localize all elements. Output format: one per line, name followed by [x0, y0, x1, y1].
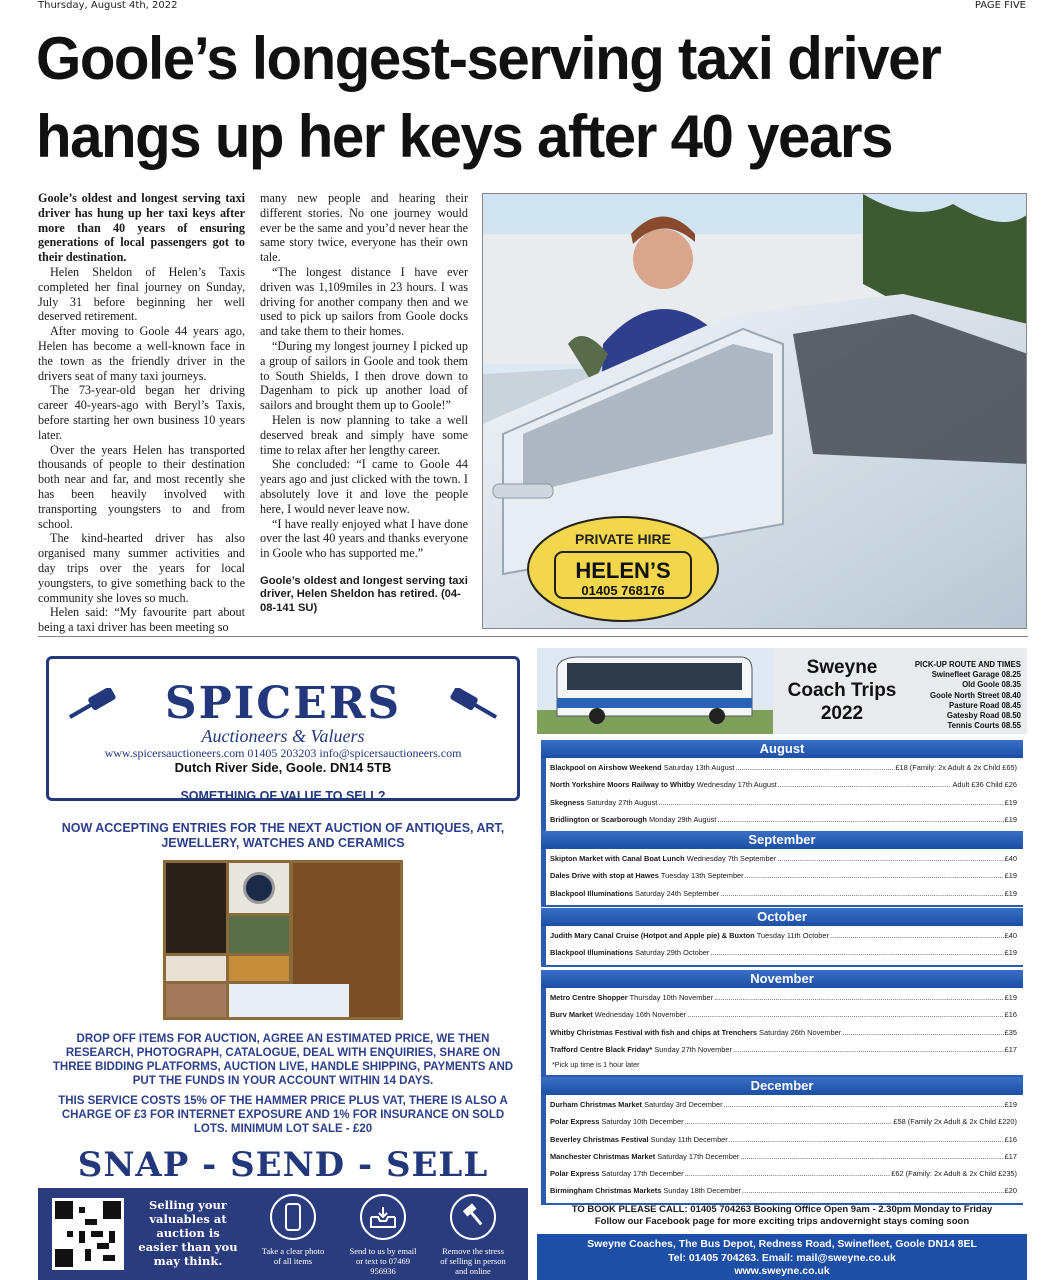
article-paragraph: “During my longest journey I picked up a group of sailors in Goole and took them to South Shields, I then drove down to Dagenham to pick up another load of sailors and brought them up to Goole!”	[260, 338, 468, 413]
trip-name: North Yorkshire Moors Railway to Whitby	[550, 780, 695, 790]
trip-row	[550, 927, 1017, 944]
pickup-stop: Pasture Road 08.45	[949, 700, 1021, 710]
article-lead: Goole’s oldest and longest serving taxi driver has hung up her taxi keys after more than 40 years of ensuring generations of local passengers got to their destination.	[38, 191, 245, 265]
trip-name: Durham Christmas Market	[550, 1100, 643, 1109]
trip-note: *Pick up time is 1 hour later	[552, 1060, 640, 1070]
pickup-title: PICK-UP ROUTE AND TIMES	[914, 660, 1021, 669]
sign-private-hire: PRIVATE HIRE	[575, 531, 671, 547]
trip-price: £58 (Family 2x Adult & 2x Child £220)	[893, 1117, 1017, 1127]
trip-date: Wednesday 7th September	[686, 854, 777, 863]
pickup-stop: Gatesby Road 08.50	[946, 711, 1021, 721]
step-send-label: Send to us by email or text to 07469 956936	[349, 1246, 417, 1276]
trip-list	[541, 926, 1023, 967]
sweyne-header	[537, 648, 1027, 734]
trip-price: £20	[1004, 1186, 1017, 1196]
sweyne-title	[773, 656, 911, 725]
trip-name: Skipton Market with Canal Boat Lunch	[550, 854, 685, 863]
trip-name: Dales Drive with stop at Hawes	[550, 871, 659, 881]
trip-row	[550, 811, 1017, 828]
month-title: December	[541, 1077, 1023, 1095]
month-october	[541, 908, 1023, 967]
trip-date: Saturday 26th November	[759, 1027, 842, 1037]
trip-leader	[729, 1131, 1004, 1148]
trip-price: £19	[1004, 993, 1017, 1002]
booking-info	[537, 1204, 1027, 1228]
trip-leader	[733, 1041, 1004, 1058]
month-title: August	[541, 740, 1023, 758]
trip-row	[550, 1041, 1017, 1058]
sign-name: HELEN’S	[575, 558, 671, 583]
trip-date: Tuesday 11th October	[756, 931, 829, 940]
issue-date: Thursday, August 4th, 2022	[38, 0, 178, 11]
sweyne-footer	[537, 1234, 1027, 1280]
trip-date: Sunday 11th December	[650, 1134, 728, 1144]
trip-list	[541, 1095, 1023, 1205]
trip-price: £19	[1004, 814, 1017, 824]
trip-price: £19	[1004, 1100, 1017, 1109]
trip-date: Sunday 27th November	[654, 1044, 732, 1054]
section-divider	[38, 636, 1028, 637]
article-paragraph: many new people and hearing their different stories. No one journey would ever be the same and you’d never hear the same story twice, everyone has their own tale.	[260, 191, 468, 265]
trip-name: Manchester Christmas Market	[550, 1151, 656, 1161]
page-number: PAGE FIVE	[974, 0, 1026, 11]
gavel-icon	[450, 1194, 496, 1240]
spicers-slogan: SNAP - SEND - SELL	[77, 1145, 489, 1185]
qr-code	[52, 1198, 124, 1270]
caption-ref: (04-08-141 SU)	[260, 588, 461, 614]
trip-leader	[685, 1165, 891, 1182]
trip-date: Saturday 17th December	[657, 1151, 740, 1161]
trip-name: Blackpool Illuminations	[550, 888, 633, 898]
trip-leader	[724, 1096, 1004, 1113]
trip-name: Polar Express	[550, 1169, 600, 1179]
pickup-stop: Tennis Courts 08.55	[947, 721, 1021, 731]
trip-leader	[717, 811, 1003, 828]
step-send	[348, 1194, 418, 1276]
trip-price: £35	[1004, 1027, 1017, 1037]
trip-price: £17	[1004, 1044, 1017, 1054]
sweyne-address: Sweyne Coaches, The Bus Depot, Redness Road, Swinefleet, Goole DN14 8EL	[587, 1238, 977, 1250]
headline	[36, 20, 1001, 176]
trip-price: £40	[1004, 854, 1017, 863]
trip-row	[550, 850, 1017, 867]
article-paragraph: “I have really enjoyed what I have done over the last 40 years and thanks everyone in Goole who has supported me.”	[260, 516, 468, 561]
month-december	[541, 1077, 1023, 1205]
step-photo-label: Take a clear photo of all items	[261, 1246, 325, 1266]
trip-date: Wednesday 17th August	[696, 780, 777, 790]
trip-price: £18 (Family: 2x Adult & 2x Child £65)	[895, 763, 1017, 772]
article-column-1	[38, 191, 245, 635]
sweyne-website: www.sweyne.co.uk	[734, 1265, 830, 1277]
trip-date: Monday 29th August	[648, 814, 717, 824]
trip-name: Whitby Christmas Festival with fish and chips at Trenchers	[550, 1027, 757, 1037]
trip-leader	[710, 944, 1003, 961]
trip-row	[550, 989, 1017, 1006]
month-title: October	[541, 908, 1023, 926]
headline-line-1: Goole’s longest-serving taxi driver	[36, 25, 941, 92]
article-paragraph: The kind-hearted driver has also organised many summer activities and day trips over the years for local youngsters, to give something back to the community she loves so much.	[38, 531, 245, 605]
article-photo	[482, 193, 1027, 629]
trip-date: Wednesday 16th November	[594, 1010, 687, 1020]
trip-leader	[720, 885, 1003, 902]
month-title: September	[541, 831, 1023, 849]
article-paragraph: Helen Sheldon of Helen’s Taxis completed her final journey on Sunday, July 31 before beginning her well deserved retirement.	[38, 264, 245, 324]
sweyne-title-line-3: 2022	[820, 703, 864, 724]
spicers-question: SOMETHING OF VALUE TO SELL?	[180, 789, 386, 803]
trip-row	[550, 867, 1017, 884]
trip-leader	[685, 1113, 893, 1130]
spicers-footer-text: Selling your valuables at auction is easier than you may think.	[138, 1198, 238, 1268]
step-sell-label: Remove the stress of selling in person and online	[440, 1246, 506, 1276]
trip-name: Bridlington or Scarborough	[550, 814, 647, 824]
trip-price: £40	[1004, 931, 1017, 940]
booking-facebook: Follow our Facebook page for more exciting trips andovernight stays coming soon	[594, 1216, 970, 1227]
trip-row	[550, 885, 1017, 902]
spicers-contact: www.spicersauctioneers.com 01405 203203 info@spicersauctioneers.com	[104, 746, 462, 760]
trip-leader	[777, 850, 1003, 867]
phone-icon	[270, 1194, 316, 1240]
article-paragraph: “The longest distance I have ever driven was 1,109miles in 23 hours. I was driving for another company then and we used to pick up sailors from Goole docks and take them to their homes.	[260, 264, 468, 339]
trip-price: £17	[1004, 1151, 1017, 1161]
trip-date: Sunday 18th December	[663, 1186, 742, 1196]
spicers-logo-text: SPICERS	[164, 678, 402, 729]
trip-name: Trafford Centre Black Friday*	[550, 1044, 653, 1054]
article-column-2	[260, 191, 468, 615]
trip-date: Thursday 10th November	[629, 993, 714, 1002]
trip-date: Saturday 3rd December	[644, 1100, 723, 1109]
article-paragraph: After moving to Goole 44 years ago, Helen has become a well-known face in the town as the friendly driver in the drivers seat of many taxi journeys.	[38, 324, 245, 383]
trip-row	[550, 1165, 1017, 1182]
spicers-footer	[38, 1188, 528, 1280]
trip-leader	[778, 776, 952, 793]
trip-date: Saturday 10th December	[601, 1117, 684, 1127]
spicers-process: DROP OFF ITEMS FOR AUCTION, AGREE AN ESTIMATED PRICE, WE THEN RESEARCH, PHOTOGRAPH, CATALOGUE, DEAL WITH ENQUIRIES, SHARE ON THREE BIDDING PLATFORMS, AUCTION LIVE, HANDLE SHIPPING, PAYMENTS AND PUT THE FUNDS IN YOUR ACCOUNT WITHIN 14 DAYS.	[52, 1033, 514, 1087]
trip-price: Adult £36 Child £26	[952, 780, 1017, 790]
trip-price: £16	[1004, 1010, 1017, 1020]
trip-price: £16	[1004, 1134, 1017, 1144]
trip-name: Judith Mary Canal Cruise (Hotpot and Apple pie) & Buxton	[550, 931, 755, 940]
trip-leader	[742, 1182, 1004, 1199]
trip-price: £19	[1004, 888, 1017, 898]
trip-name: Beverley Christmas Festival	[550, 1134, 649, 1144]
trip-name: Burv Market	[550, 1010, 593, 1020]
trip-row	[550, 1113, 1017, 1130]
trip-row	[550, 759, 1017, 776]
trip-leader	[735, 759, 894, 776]
trip-name: Birmingham Christmas Markets	[550, 1186, 662, 1196]
trip-price: £19	[1004, 797, 1017, 807]
trip-list	[541, 758, 1023, 833]
spicers-address: Dutch River Side, Goole. DN14 5TB	[174, 760, 392, 775]
trip-row	[550, 1148, 1017, 1165]
article-paragraph: Helen said: “My favourite part about being a taxi driver has been meeting so	[38, 605, 245, 635]
trip-name: Blackpool on Airshow Weekend	[550, 763, 662, 772]
trip-leader	[687, 1006, 1003, 1023]
pickup-stop: Old Goole 08.35	[962, 680, 1021, 690]
article-paragraph: She concluded: “I came to Goole 44 years ago and just clicked with the town. I absolutely love it and love the people here, I would never leave now.	[260, 457, 468, 516]
trip-row	[550, 944, 1017, 961]
trip-leader	[830, 927, 1004, 944]
trip-row	[550, 1006, 1017, 1023]
trip-row	[550, 1131, 1017, 1148]
month-september	[541, 831, 1023, 907]
step-sell	[438, 1194, 508, 1276]
trip-leader	[745, 867, 1004, 884]
month-november	[541, 970, 1023, 1077]
sweyne-contact: Tel: 01405 704263. Email: mail@sweyne.co.uk	[668, 1251, 896, 1264]
trip-leader	[714, 989, 1004, 1006]
pickup-list	[907, 660, 1021, 731]
headline-line-2: hangs up her keys after 40 years	[36, 103, 892, 170]
trip-name: Polar Express	[550, 1117, 600, 1127]
trip-name: Metro Centre Shopper	[550, 993, 628, 1002]
trip-date: Saturday 29th October	[635, 948, 710, 958]
coach-image	[537, 648, 773, 734]
trip-row	[550, 776, 1017, 793]
pickup-stop: Swinefleet Garage 08.25	[931, 670, 1021, 680]
trip-row	[550, 794, 1017, 811]
step-photo	[258, 1194, 328, 1266]
spicers-accepting: NOW ACCEPTING ENTRIES FOR THE NEXT AUCTION OF ANTIQUES, ART, JEWELLERY, WATCHES AND CERAMICS	[61, 821, 505, 850]
trip-date: Saturday 27th August	[586, 797, 658, 807]
trip-price: £19	[1004, 871, 1017, 881]
trip-price: £19	[1004, 948, 1017, 958]
antiques-collage	[163, 860, 403, 1020]
spicers-fees: THIS SERVICE COSTS 15% OF THE HAMMER PRICE PLUS VAT, THERE IS ALSO A CHARGE OF £3 FOR INTERNET EXPOSURE AND 1% FOR INSURANCE ON SOLD LOTS. MINIMUM LOT SALE - £20	[58, 1095, 508, 1135]
article-paragraph: Helen is now planning to take a well deserved break and simply have some time to relax after her lengthy career.	[260, 412, 468, 457]
trip-list	[541, 849, 1023, 907]
booking-phone: TO BOOK PLEASE CALL: 01405 704263 Booking Office Open 9am - 2.30pm Monday to Friday	[571, 1204, 993, 1215]
sign-phone: 01405 768176	[581, 583, 665, 598]
trip-date: Saturday 24th September	[635, 888, 720, 898]
trip-leader	[740, 1148, 1003, 1165]
trip-date: Tuesday 13th September	[660, 871, 744, 881]
trip-name: Skegness	[550, 797, 585, 807]
trip-name: Blackpool Illuminations	[550, 948, 633, 958]
photo-caption	[260, 575, 468, 616]
sweyne-title-line-2: Coach Trips	[787, 680, 897, 701]
sweyne-title-line-1: Sweyne	[806, 657, 878, 678]
trip-list	[541, 988, 1023, 1077]
article-paragraph: The 73-year-old began her driving career 40-years-ago with Beryl’s Taxis, before starting her own business 10 years later.	[38, 383, 245, 442]
trip-row	[550, 1096, 1017, 1113]
caption-text: Goole’s oldest and longest serving taxi driver, Helen Sheldon has retired.	[260, 574, 468, 601]
trip-date: Saturday 13th August	[663, 763, 735, 772]
trip-row	[550, 1182, 1017, 1199]
inbox-icon	[360, 1194, 406, 1240]
pickup-stop: Goole North Street 08.40	[930, 690, 1021, 700]
sweyne-advert	[537, 648, 1027, 1280]
trip-row	[550, 1024, 1017, 1041]
month-title: November	[541, 970, 1023, 988]
trip-leader	[842, 1024, 1003, 1041]
spicers-subtitle: Auctioneers & Valuers	[201, 726, 365, 746]
trip-date: Saturday 17th December	[601, 1169, 684, 1179]
trip-leader	[658, 794, 1003, 811]
spicers-advert	[38, 648, 528, 1280]
trip-price: £62 (Family: 2x Adult & 2x Child £235)	[891, 1169, 1017, 1179]
month-august	[541, 740, 1023, 833]
article-paragraph: Over the years Helen has transported thousands of people to their destination both near and far, and most recently she has been heavily involved with transporting youngsters to and from school.	[38, 442, 245, 531]
